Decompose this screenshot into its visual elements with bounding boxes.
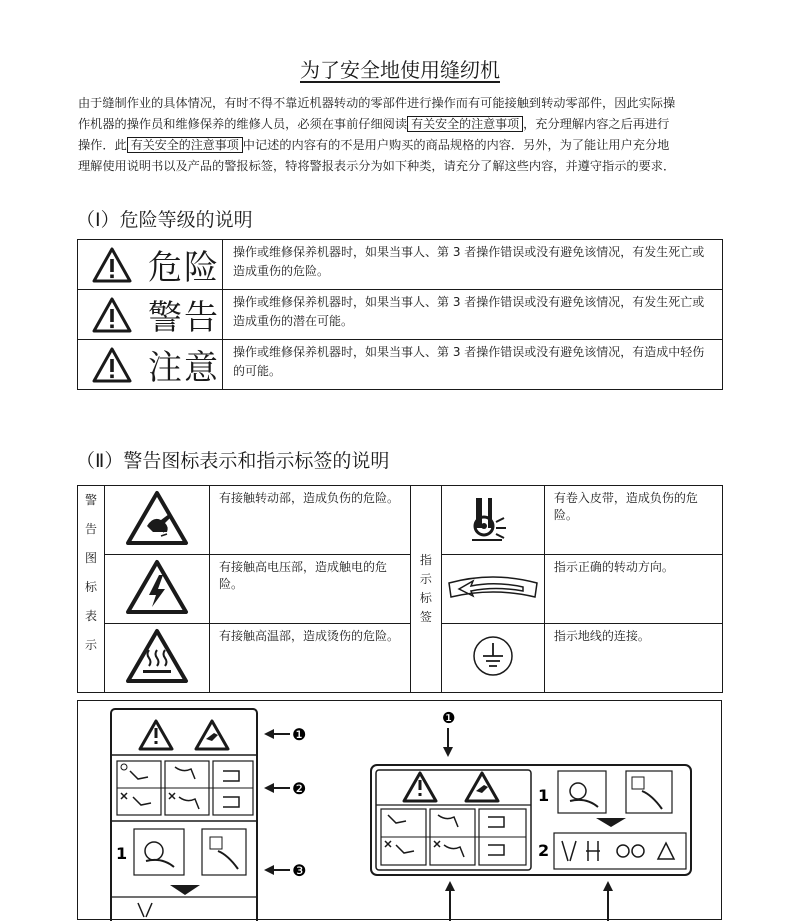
level-description: 操作或维修保养机器时，如果当事人、第 3 者操作错误或没有避免该情况，有造成中轻伤的可能。 (223, 340, 723, 390)
warning-text: 有接触高电压部，造成触电的危险。 (210, 555, 411, 624)
label-char: 示 (419, 572, 432, 586)
intro-paragraph (78, 93, 728, 177)
instruction-text: 有卷入皮带，造成负伤的危险。 (544, 486, 722, 555)
table-row (78, 486, 723, 555)
warning-triangle-icon (92, 297, 132, 333)
bottom-arrows (445, 881, 613, 921)
callout-number: ❶ (292, 725, 307, 744)
step-number: 1 (538, 786, 550, 805)
intro-text: 操作．此 (78, 138, 127, 152)
label-char: 签 (419, 610, 432, 624)
table-row (78, 340, 723, 390)
warning-triangle-icon (92, 247, 132, 283)
intro-text: 作机器的操作员和维修保养的维修人员，必须在事前仔细阅读 (78, 117, 408, 131)
instruction-text: 指示正确的转动方向。 (544, 555, 722, 624)
section-2-title: （Ⅱ）警告图标表示和指示标签的说明 (76, 450, 390, 472)
ground-connection-icon (471, 634, 515, 678)
label-char: 示 (84, 638, 97, 652)
level-description: 操作或维修保养机器时，如果当事人、第 3 者操作错误或没有避免该情况，有发生死亡或造成重伤的潜在可能。 (223, 290, 723, 340)
level-name: 警告 (148, 298, 220, 338)
level-name: 危险 (148, 248, 220, 288)
danger-levels-table (77, 239, 723, 390)
right-label-sheet (371, 765, 691, 875)
label-char: 告 (84, 522, 97, 536)
moving-parts-warning-icon (125, 490, 189, 546)
callout-3 (264, 861, 306, 880)
table-row (78, 624, 723, 693)
instruction-text: 指示地线的连接。 (544, 624, 722, 693)
rotation-direction-arrow-icon (445, 567, 541, 607)
callout-1 (264, 725, 306, 744)
intro-line-2 (78, 114, 728, 135)
intro-line-1: 由于缝制作业的具体情况，有时不得不靠近机器转动的零部件进行操作而有可能接触到转动零部件，因此实际操 (78, 96, 676, 110)
warning-label-column (78, 486, 105, 693)
label-char: 警 (84, 493, 97, 507)
label-char: 指 (419, 553, 432, 567)
label-diagram-drawing (78, 701, 723, 921)
section-1-title: （Ⅰ）危险等级的说明 (76, 209, 253, 231)
safety-notes-reference: 有关安全的注意事项 (127, 137, 243, 153)
callout-number: ❷ (292, 779, 307, 798)
safety-notes-reference: 有关安全的注意事项 (407, 116, 523, 132)
page-title: 为了安全地使用缝纫机 (300, 58, 500, 82)
table-row (78, 240, 723, 290)
warning-text: 有接触高温部，造成烫伤的危险。 (210, 624, 411, 693)
label-char: 表 (84, 609, 97, 623)
belt-entanglement-icon (468, 492, 518, 544)
callout-number: ❸ (292, 861, 307, 880)
level-description: 操作或维修保养机器时，如果当事人、第 3 者操作错误或没有避免该情况，有发生死亡或造成重伤的危险。 (223, 240, 723, 290)
warning-text: 有接触转动部，造成负伤的危险。 (210, 486, 411, 555)
callout-number: ❶ (442, 709, 456, 727)
table-row (78, 555, 723, 624)
step-number: 1 (116, 844, 128, 863)
high-voltage-warning-icon (125, 559, 189, 615)
label-placement-diagram (77, 700, 722, 920)
table-row (78, 290, 723, 340)
label-char: 标 (419, 591, 432, 605)
callout-2 (264, 779, 306, 798)
intro-text: 中记述的内容有的不是用户购买的商品规格的内容．另外，为了能让用户充分地 (242, 138, 670, 152)
label-char: 标 (84, 580, 97, 594)
intro-line-3 (78, 135, 728, 156)
callout-1-top (442, 709, 455, 757)
label-char: 图 (84, 551, 97, 565)
level-name: 注意 (148, 348, 220, 388)
warning-triangle-icon (92, 347, 132, 383)
hot-surface-warning-icon (125, 628, 189, 684)
left-label-sheet (111, 709, 257, 921)
intro-line-4: 理解使用说明书以及产品的警报标签，特将警报表示分为如下种类，请充分了解这些内容，并遵守指示的要求． (78, 159, 676, 173)
intro-text: ，充分理解内容之后再进行 (523, 117, 670, 131)
instruction-label-column (410, 486, 441, 693)
step-number: 2 (538, 841, 550, 860)
warning-icons-table (77, 485, 723, 693)
